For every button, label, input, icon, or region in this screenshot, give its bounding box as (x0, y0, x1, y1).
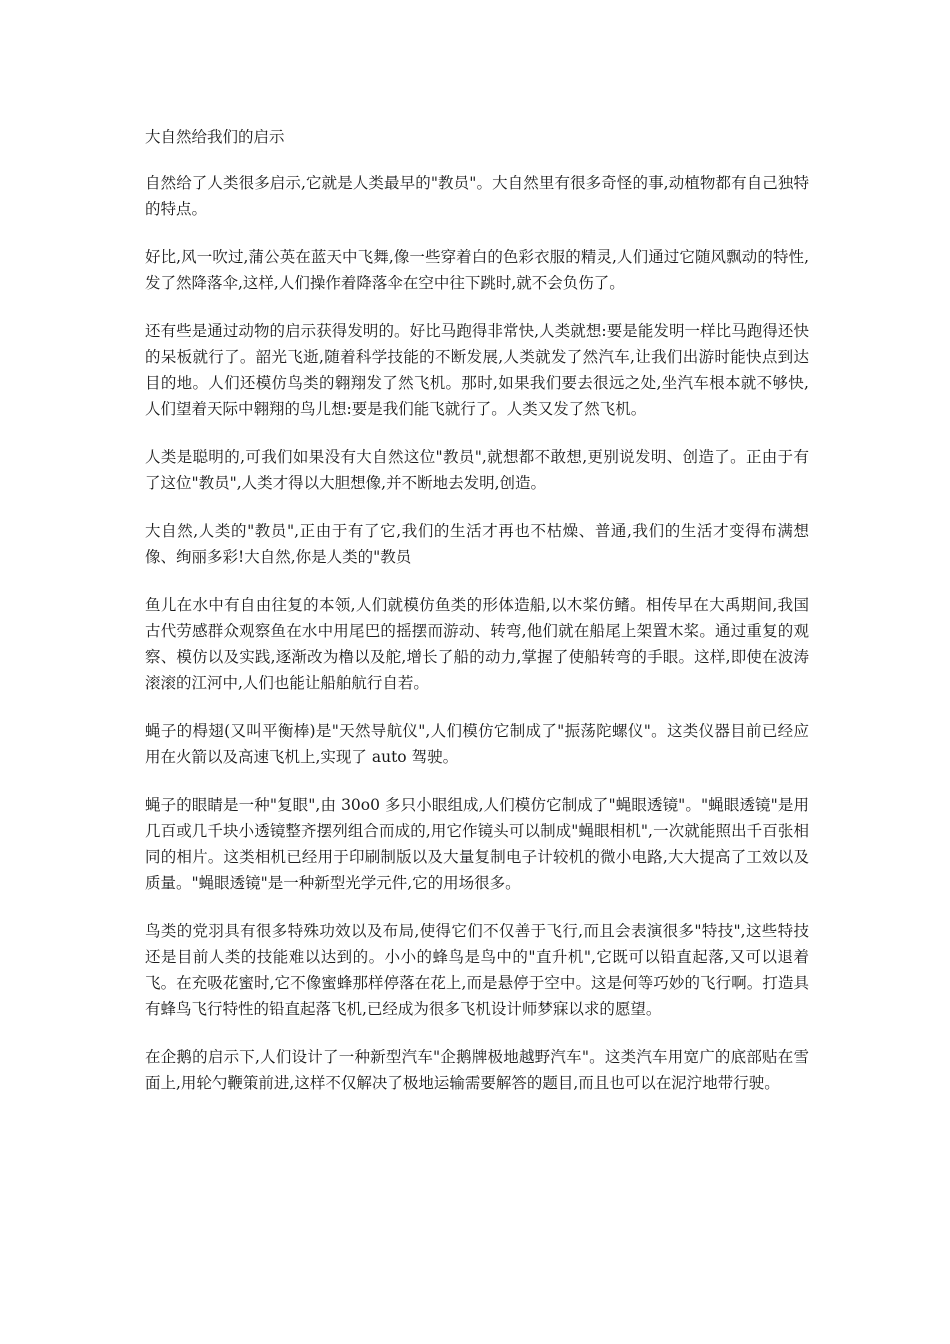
paragraph-5: 大自然,人类的"教员",正由于有了它,我们的生活才再也不枯燥、普通,我们的生活才变得布满想像、绚丽多彩!大自然,你是人类的"教员 (145, 522, 809, 566)
paragraph-2: 好比,风一吹过,蒲公英在蓝天中飞舞,像一些穿着白的色彩衣服的精灵,人们通过它随风飘动的特性,发了然降落伞,这样,人们操作着降落伞在空中往下跳时,就不会负伤了。 (145, 248, 809, 292)
document-title: 大自然给我们的启示 (145, 128, 285, 146)
paragraph-8: 蝇子的眼睛是一种"复眼",由 30o0 多只小眼组成,人们模仿它制成了"蝇眼透镜"。"蝇眼透镜"是用几百或几千块小透镜整齐摆列组合而成的,用它作镜头可以制成"蝇眼相机",一次就能照出千百张相同的相片。这类相机已经用于印刷制版以及大量复制电子计较机的微小电路,大大提高了工效以及质量。"蝇眼透镜"是一种新型光学元件,它的用场很多。 (145, 796, 809, 892)
paragraph-4: 人类是聪明的,可我们如果没有大自然这位"教员",就想都不敢想,更别说发明、创造了。正由于有了这位"教员",人类才得以大胆想像,并不断地去发明,创造。 (145, 448, 809, 492)
document-page (145, 124, 809, 1118)
paragraph-9: 鸟类的党羽具有很多特殊功效以及布局,使得它们不仅善于飞行,而且会表演很多"特技",这些特技还是目前人类的技能难以达到的。小小的蜂鸟是鸟中的"直升机",它既可以铅直起落,又可以退着飞。在充吸花蜜时,它不像蜜蜂那样停落在花上,而是悬停于空中。这是何等巧妙的飞行啊。打造具有蜂鸟飞行特性的铅直起落飞机,已经成为很多飞机设计师梦寐以求的愿望。 (145, 922, 809, 1018)
paragraph-3: 还有些是通过动物的启示获得发明的。好比马跑得非常快,人类就想:要是能发明一样比马跑得还快的呆板就行了。韶光飞逝,随着科学技能的不断发展,人类就发了然汽车,让我们出游时能快点到达目的地。人们还模仿鸟类的翱翔发了然飞机。那时,如果我们要去很远之处,坐汽车根本就不够快,人们望着天际中翱翔的鸟儿想:要是我们能飞就行了。人类又发了然飞机。 (145, 322, 809, 418)
paragraph-10: 在企鹅的启示下,人们设计了一种新型汽车"企鹅牌极地越野汽车"。这类汽车用宽广的底部贴在雪面上,用轮勺鞭策前进,这样不仅解决了极地运输需要解答的题目,而且也可以在泥泞地带行驶。 (145, 1048, 809, 1092)
paragraph-6: 鱼儿在水中有自由往复的本领,人们就模仿鱼类的形体造船,以木桨仿鳍。相传早在大禹期间,我国古代劳感群众观察鱼在水中用尾巴的摇摆而游动、转弯,他们就在船尾上架置木桨。通过重复的观察、模仿以及实践,逐渐改为橹以及舵,增长了船的动力,掌握了使船转弯的手眼。这样,即使在波涛滚滚的江河中,人们也能让船舶航行自若。 (145, 596, 809, 692)
paragraph-1: 自然给了人类很多启示,它就是人类最早的"教员"。大自然里有很多奇怪的事,动植物都有自己独特的特点。 (145, 174, 809, 218)
paragraph-7: 蝇子的棏翅(又叫平衡棒)是"天然导航仪",人们模仿它制成了"振荡陀螺仪"。这类仪器目前已经应用在火箭以及高速飞机上,实现了 auto 驾驶。 (145, 722, 809, 766)
